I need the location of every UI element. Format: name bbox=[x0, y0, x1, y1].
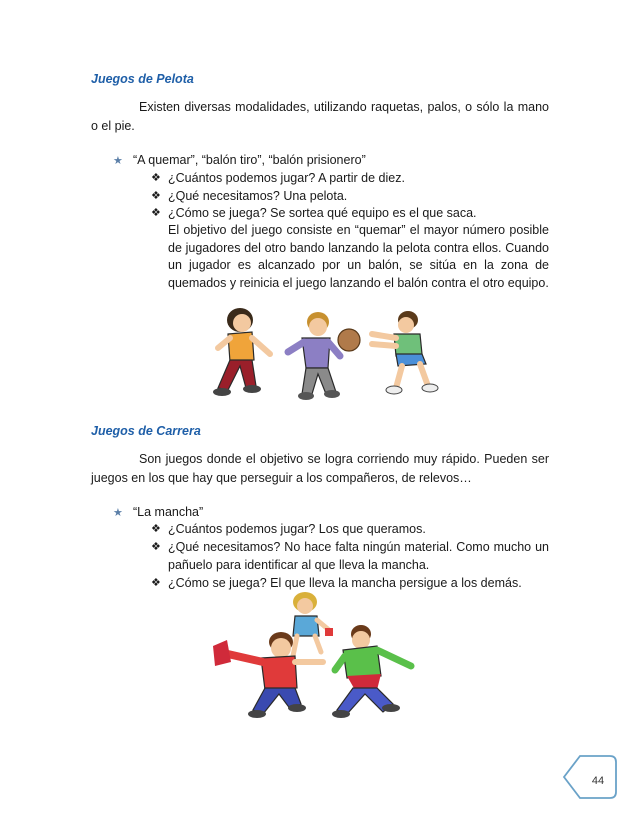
diamond-bullet-icon: ❖ bbox=[151, 172, 161, 184]
children-playing-ball-illustration bbox=[208, 298, 460, 402]
diamond-bullet-icon: ❖ bbox=[151, 207, 161, 219]
intro-paragraph-pelota: Existen diversas modalidades, utilizando raquetas, palos, o sólo la mano o el pie. bbox=[91, 100, 549, 133]
section-heading-pelota: Juegos de Pelota bbox=[91, 72, 194, 86]
intro-paragraph-carrera: Son juegos donde el objetivo se logra corriendo muy rápido. Pueden ser juegos en los que hay que perseguir a los compañeros, de relevos… bbox=[91, 452, 549, 485]
diamond-bullet-icon: ❖ bbox=[151, 190, 161, 202]
star-icon: ★ bbox=[113, 155, 123, 167]
list-item: ❖ ¿Cuántos podemos jugar? Los que queramos. bbox=[151, 521, 549, 539]
page-number: 44 bbox=[591, 775, 605, 787]
game-title-mancha: “La mancha” bbox=[133, 505, 204, 519]
diamond-bullet-icon: ❖ bbox=[151, 577, 161, 589]
diamond-bullet-icon: ❖ bbox=[151, 541, 161, 553]
game-title-quemar: “A quemar”, “balón tiro”, “balón prisionero” bbox=[133, 153, 366, 167]
game-description-quemar: El objetivo del juego consiste en “quemar” el mayor número posible de jugadores del otro bando lanzando la pelota contra ellos. Cuando un jugador es alcanzado por un balón, se sitúa en la zona de quemados y reinicia el juego lanzando el balón contra el otro equipo. bbox=[168, 223, 549, 290]
section-heading-carrera: Juegos de Carrera bbox=[91, 424, 201, 438]
list-item: ❖ ¿Cómo se juega? El que lleva la mancha persigue a los demás. bbox=[151, 575, 549, 593]
children-playing-tag-illustration bbox=[205, 586, 425, 720]
list-item: ❖ ¿Qué necesitamos? Una pelota. bbox=[151, 188, 549, 206]
list-item: ❖ ¿Cómo se juega? Se sortea qué equipo es el que saca. bbox=[151, 205, 549, 223]
star-icon: ★ bbox=[113, 507, 123, 519]
list-item: ❖ ¿Cuántos podemos jugar? A partir de diez. bbox=[151, 170, 549, 188]
diamond-bullet-icon: ❖ bbox=[151, 523, 161, 535]
list-item: ❖ ¿Qué necesitamos? No hace falta ningún material. Como mucho un pañuelo para identificar al que lleva la mancha. bbox=[151, 540, 549, 572]
page-number-badge bbox=[560, 748, 620, 800]
